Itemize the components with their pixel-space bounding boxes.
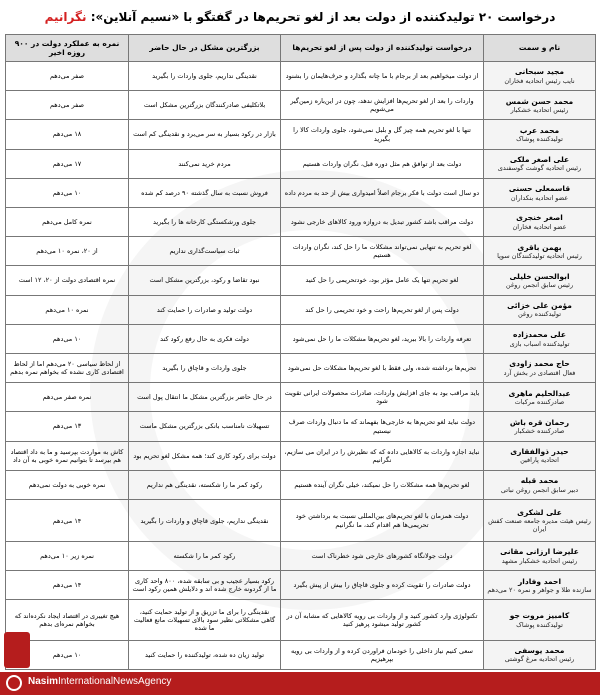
- row-score-cell: ۱۰ می‌دهم: [6, 324, 129, 353]
- row-request-cell: تنها با لغو تحریم همه چیز گل و بلبل نمی‌شود، جلوی واردات کالا را بگیرید: [281, 120, 484, 149]
- row-name-cell: [484, 208, 596, 237]
- table-header-row: [6, 35, 596, 62]
- row-request-cell: از دولت میخواهیم بعد از برجام با ما چانه بگذارد و حرف‌هایمان را بشنود: [281, 62, 484, 91]
- row-problem-cell: تسهیلات نامناسب بانکی بزرگترین مشکل ماست: [129, 412, 281, 441]
- page-title: [0, 0, 600, 34]
- person-name: مؤمن علی خزائی: [507, 300, 572, 310]
- person-role: رئیس اتحادیه خشکبار مشهد: [501, 556, 578, 565]
- person-role: رئیس سابق انجمن روغن: [505, 281, 574, 290]
- row-score-cell: نمره زیر ۱۰ می‌دهم: [6, 542, 129, 571]
- row-problem-cell: نقدینگی را برای ما تزریق و از تولید حمایت کنید، گاهی مشکلاتی نظیر سود بالای تسهیلات مانع فعالیت ما شده: [129, 600, 281, 640]
- row-problem-cell: نبود تقاضا و رکود، بزرگترین مشکل است: [129, 266, 281, 295]
- person-name: حاج محمد زاودی: [509, 359, 570, 369]
- row-name-cell: [484, 120, 596, 149]
- person-name: علی لشکری: [517, 507, 562, 517]
- row-name-cell: [484, 91, 596, 120]
- requests-table: [5, 34, 596, 670]
- table-row: [6, 91, 596, 120]
- row-problem-cell: نقدینگی نداریم، جلوی قاچاق و واردات را بگیرید: [129, 500, 281, 542]
- person-role: رئیس اتحادیه مرغ گوشتی: [504, 655, 575, 664]
- person-role: تولیدکننده اسباب بازی: [509, 339, 570, 348]
- row-name-cell: [484, 542, 596, 571]
- row-name-cell: [484, 571, 596, 600]
- row-name-cell: [484, 441, 596, 470]
- row-request-cell: لغو تحریم تنها یک عامل مؤثر بود، خودتحریمی را حل کنید: [281, 266, 484, 295]
- person-name: کامبیز مروت جو: [509, 611, 570, 621]
- person-role: رئیس هیئت مدیره جامعه صنعت کفش ایران: [488, 517, 591, 534]
- row-problem-cell: بلاتکلیفی صادرکنندگان بزرگترین مشکل است: [129, 91, 281, 120]
- table-row: [6, 600, 596, 640]
- row-problem-cell: رکود کمر ما را شکسته: [129, 542, 281, 571]
- person-name: بهمن باقری: [517, 242, 562, 252]
- person-name: محمد قبله: [520, 476, 559, 486]
- row-score-cell: صفر می‌دهم: [6, 62, 129, 91]
- row-request-cell: دو سال است دولت با فکر برجام اصلاً امیدواری بیش از حد به مردم داده: [281, 178, 484, 207]
- row-name-cell: [484, 149, 596, 178]
- row-request-cell: لغو تحریم به تنهایی نمی‌تواند مشکلات ما را حل کند، نگران واردات هستیم: [281, 237, 484, 266]
- header-problem: بزرگترین مشکل در حال حاضر: [129, 35, 281, 62]
- row-score-cell: از لحاظ سیاسی ۲۰ می‌دهم اما از لحاظ اقتصادی کاری نشده که بخواهم نمره بدهم: [6, 354, 129, 383]
- row-score-cell: ۱۸ می‌دهم: [6, 120, 129, 149]
- row-problem-cell: دولت فکری به حال رفع رکود کند: [129, 324, 281, 353]
- person-name: قاسمعلی حسنی: [508, 184, 571, 194]
- agency-side-badge: [4, 632, 30, 668]
- row-score-cell: کاش به مواردت بپرسید و ما به داد اقتصاد هم بیرسد تا بتوانیم نمره خوبی به آن داد: [6, 441, 129, 470]
- row-problem-cell: رکود بسیار عجیب و بی سابقه شده، ۸۰۰ واحد کاری ما از گردونه خارج شده اند و دلایلش همین رکود است: [129, 571, 281, 600]
- row-problem-cell: جلوی ورشکستگی کارخانه ها را بگیرید: [129, 208, 281, 237]
- header-request: درخواست تولیدکننده از دولت پس از لغو تحریم‌ها: [281, 35, 484, 62]
- person-role: صادرکننده مرکبات: [514, 397, 565, 406]
- person-role: عضو اتحادیه بنکداران: [510, 193, 569, 202]
- person-role: فعال اقتصادی در بخش آرد: [503, 368, 576, 377]
- person-name: رحمان قره باش: [509, 417, 570, 427]
- table-row: [6, 640, 596, 669]
- person-name: عبدالحلیم ماهری: [508, 388, 571, 398]
- row-request-cell: دولت بعد از توافق هم مثل دوره قبل، نگران واردات هستیم: [281, 149, 484, 178]
- brand-sub: InternationalNewsAgency: [58, 676, 172, 687]
- person-role: رئیس اتحادیه تولیدکنندگان سوپا: [497, 251, 582, 260]
- row-score-cell: هیچ تغییری در اقتصاد ایجاد نکرده‌اند که بخواهم نمره‌ای بدهم: [6, 600, 129, 640]
- person-name: علی محمدزاده: [513, 330, 566, 340]
- row-name-cell: [484, 178, 596, 207]
- title-text: درخواست ۲۰ تولیدکننده از دولت بعد از لغو تحریم‌ها در گفتگو با «نسیم آنلاین»:: [90, 10, 556, 24]
- row-name-cell: [484, 412, 596, 441]
- title-accent: نگرانیم: [44, 10, 87, 24]
- table-row: [6, 571, 596, 600]
- row-score-cell: از ۲۰، نمره ۱۰ می‌دهم: [6, 237, 129, 266]
- row-problem-cell: جلوی واردات و قاچاق را بگیرید: [129, 354, 281, 383]
- row-name-cell: [484, 500, 596, 542]
- person-role: عضو اتحادیه فخاران: [512, 222, 567, 231]
- row-score-cell: نمره صفر می‌دهم: [6, 383, 129, 412]
- row-problem-cell: تولید زیان ده شده، تولیدکننده را حمایت کنید: [129, 640, 281, 669]
- person-role: صادرکننده خشکبار: [514, 427, 565, 436]
- person-name: محمد عرب: [519, 125, 560, 135]
- row-score-cell: ۱۴ می‌دهم: [6, 500, 129, 542]
- row-score-cell: ۱۰ می‌دهم: [6, 178, 129, 207]
- person-role: اتحادیه پارافین: [520, 456, 559, 465]
- row-request-cell: دولت پس از لغو تحریم‌ها راحت و خود تحریمی را حل کند: [281, 295, 484, 324]
- table-row: [6, 412, 596, 441]
- brand-name: Nasim: [28, 676, 59, 687]
- row-request-cell: دولت جولانگاه کشورهای خارجی شود خطرناک است: [281, 542, 484, 571]
- row-score-cell: نمره ۱۰ می‌دهم: [6, 295, 129, 324]
- table-row: [6, 237, 596, 266]
- agency-logo-icon: [6, 675, 22, 691]
- table-row: [6, 324, 596, 353]
- person-name: مجید سبحانی: [514, 67, 565, 77]
- person-role: رئیس اتحادیه گوشت گوسفندی: [497, 164, 582, 173]
- row-name-cell: [484, 295, 596, 324]
- header-name: نام و سمت: [484, 35, 596, 62]
- person-role: رئیس اتحادیه خشکبار: [510, 105, 569, 114]
- row-request-cell: نباید اجازه واردات به کالاهایی داده که که نظیرش را در ایران می سازیم، نگرانیم: [281, 441, 484, 470]
- person-role: دبیر سابق انجمن روغن نباتی: [500, 485, 579, 494]
- table-row: [6, 383, 596, 412]
- footer-bar: [0, 672, 600, 695]
- row-request-cell: تعرفه واردات را بالا ببرید، لغو تحریم‌ها مشکلات ما را حل نمی‌شود: [281, 324, 484, 353]
- row-request-cell: دولت مراقب باشد کشور تبدیل به دروازه ورود کالاهای خارجی نشود: [281, 208, 484, 237]
- row-problem-cell: مردم خرید نمی‌کنند: [129, 149, 281, 178]
- row-score-cell: نمره خوبی به دولت نمی‌دهم: [6, 470, 129, 499]
- table-row: [6, 208, 596, 237]
- agency-brand: [28, 676, 171, 687]
- row-name-cell: [484, 600, 596, 640]
- row-score-cell: ۱۰ می‌دهم: [6, 640, 129, 669]
- row-problem-cell: دولت برای رکود کاری کند؛ همه مشکل لغو تحریم بود: [129, 441, 281, 470]
- person-name: علی اصغر ملکی: [509, 154, 570, 164]
- row-request-cell: سعی کنیم نیاز داخلی را خودمان فراوردن کرده و از واردات بی رویه بپرهیزیم: [281, 640, 484, 669]
- table-row: [6, 500, 596, 542]
- row-name-cell: [484, 470, 596, 499]
- person-name: محمد یوسفی: [514, 646, 565, 656]
- table-row: [6, 441, 596, 470]
- person-role: تولیدکننده پوشاک: [516, 135, 563, 144]
- row-name-cell: [484, 62, 596, 91]
- row-problem-cell: در حال حاضر بزرگترین مشکل ما انتقال پول است: [129, 383, 281, 412]
- row-problem-cell: نقدینگی نداریم، جلوی واردات را بگیرید: [129, 62, 281, 91]
- table-row: [6, 62, 596, 91]
- row-request-cell: لغو تحریم‌ها همه مشکلات را حل نمیکند، خیلی نگران آینده هستیم: [281, 470, 484, 499]
- table-row: [6, 354, 596, 383]
- row-name-cell: [484, 640, 596, 669]
- table-row: [6, 470, 596, 499]
- row-problem-cell: رکود کمر ما را شکسته، نقدینگی هم نداریم: [129, 470, 281, 499]
- row-request-cell: تحریم‌ها برداشته شده، ولی فقط با لغو تحریم‌ها مشکلات حل نمی‌شود: [281, 354, 484, 383]
- table-row: [6, 120, 596, 149]
- row-score-cell: ۱۳ می‌دهم: [6, 412, 129, 441]
- row-name-cell: [484, 324, 596, 353]
- person-role: تولیدکننده پوشاک: [516, 620, 563, 629]
- row-problem-cell: فروش نسبت به سال گذشته ۹۰ درصد کم شده: [129, 178, 281, 207]
- row-request-cell: دولت صادرات را تقویت کرده و جلوی قاچاق را بیش از پیش بگیرد: [281, 571, 484, 600]
- row-name-cell: [484, 266, 596, 295]
- person-role: نایب رئیس اتحادیه فخاران: [504, 76, 575, 85]
- person-name: حیدر ذوالفقاری: [510, 446, 569, 456]
- table-row: [6, 266, 596, 295]
- table-row: [6, 149, 596, 178]
- person-name: ابوالحسن خلیلی: [509, 271, 570, 281]
- row-score-cell: صفر می‌دهم: [6, 91, 129, 120]
- row-score-cell: نمره کامل می‌دهم: [6, 208, 129, 237]
- person-role: سازنده طلا و جواهر و نمره ۲۰ می‌دهم: [487, 586, 592, 594]
- table-row: [6, 178, 596, 207]
- row-request-cell: باید مراقب بود به جای افزایش واردات، صادرات محصولات ایرانی تقویت شود: [281, 383, 484, 412]
- person-role: تولیدکننده روغن: [517, 310, 562, 319]
- row-request-cell: واردات را بعد از لغو تحریم‌ها افزایش ندهد، چون در این‌باره زمین‌گیر می‌شویم: [281, 91, 484, 120]
- person-name: محمد حسن شمس: [505, 96, 574, 106]
- row-score-cell: نمره اقتصادی دولت از ۲۰، ۱۲ است: [6, 266, 129, 295]
- row-problem-cell: دولت تولید و صادرات را حمایت کند: [129, 295, 281, 324]
- person-name: اصغر خنجری: [516, 213, 563, 223]
- table-row: [6, 295, 596, 324]
- row-request-cell: تکنولوژی وارد کشور کنید و از واردات بی رویه کالاهایی که مشابه آن در کشور تولید میشود پرهیز کنید: [281, 600, 484, 640]
- row-request-cell: دولت نباید لغو تحریم‌ها به خارجی‌ها بفهماند که ما دنبال واردات صرف نیستیم: [281, 412, 484, 441]
- row-name-cell: [484, 354, 596, 383]
- row-score-cell: ۱۴ می‌دهم: [6, 571, 129, 600]
- row-name-cell: [484, 383, 596, 412]
- row-name-cell: [484, 237, 596, 266]
- row-request-cell: دولت همزمان با لغو تحریم‌های بین‌المللی نسبت به برداشتن خود تحریمی‌ها هم اقدام کند، ما نگرانیم: [281, 500, 484, 542]
- row-problem-cell: بازار در رکود بسیار به سر می‌برد و نقدینگی کم است: [129, 120, 281, 149]
- row-problem-cell: ثبات سیاست‌گذاری نداریم: [129, 237, 281, 266]
- row-score-cell: ۱۷ می‌دهم: [6, 149, 129, 178]
- table-row: [6, 542, 596, 571]
- person-name: علیرضا ارزانی مقانی: [500, 547, 579, 557]
- person-name: احمد وفادار: [517, 576, 562, 586]
- header-score: نمره به عملکرد دولت در ۹۰۰ روزه اخیر: [6, 35, 129, 62]
